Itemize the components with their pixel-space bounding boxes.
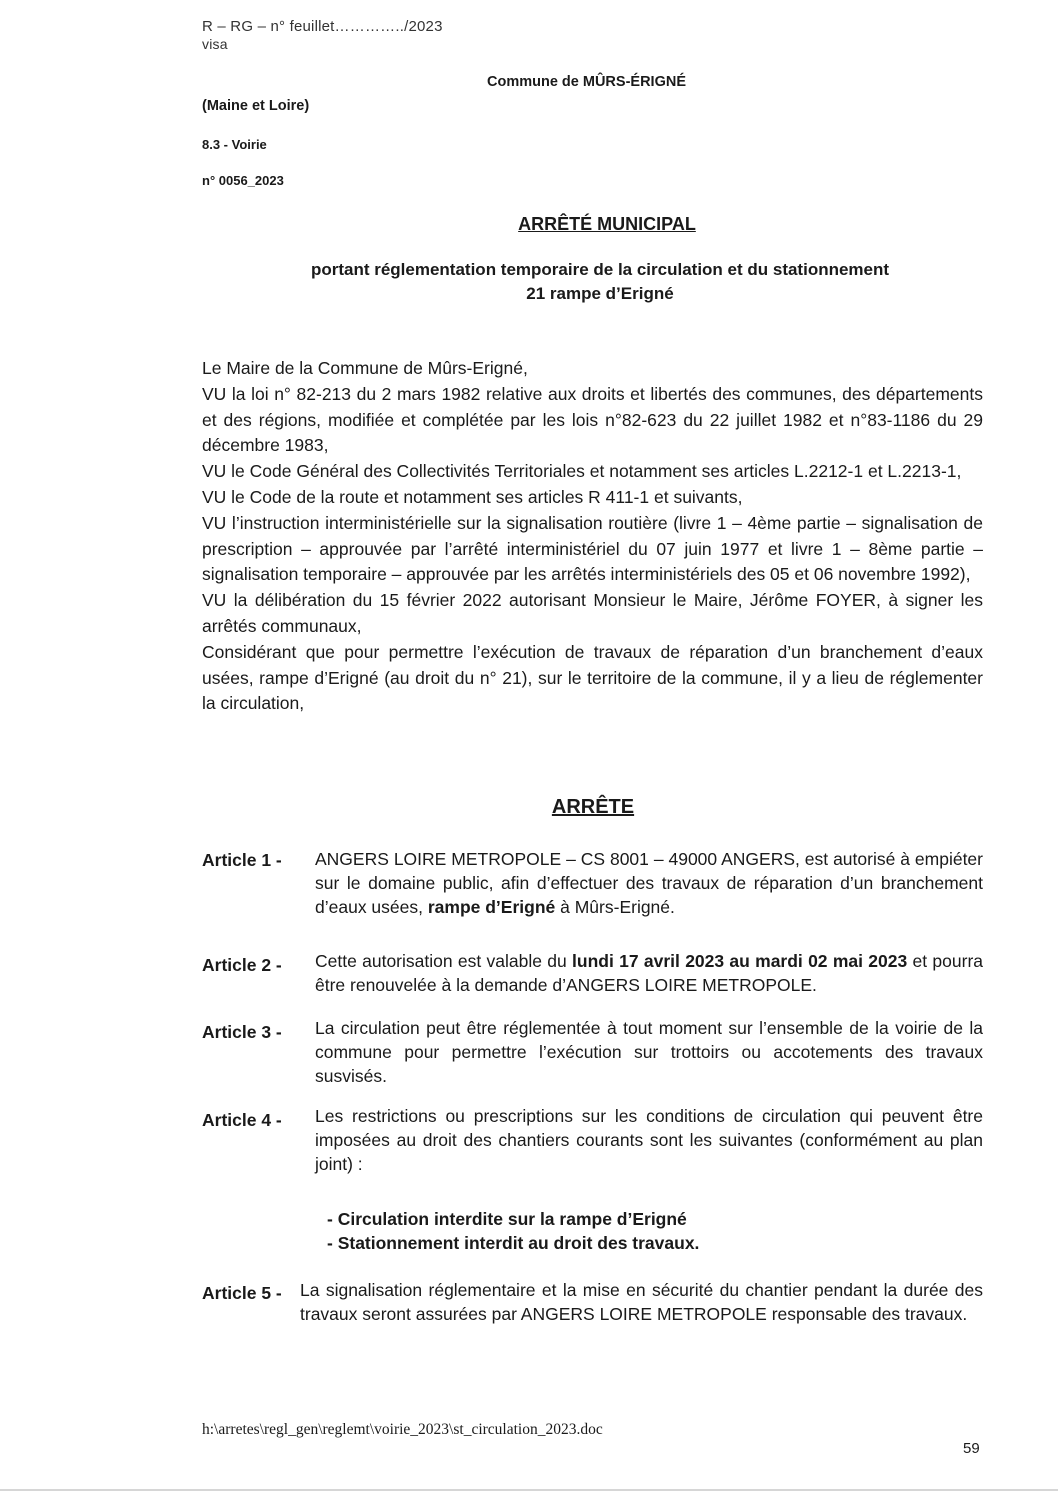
preamble-law: VU la loi n° 82-213 du 2 mars 1982 relative aux droits et libertés des communes, des départements et des régions, modifiée et complétée par les lois n°82-623 du 22 juillet 1982 et n°83-1186 du 29 décembre 1983,	[202, 383, 983, 456]
preamble-considering: Considérant que pour permettre l’exécution de travaux de réparation d’un branchement d’eaux usées, rampe d’Erigné (au droit du n° 21), sur le territoire de la commune, il y a lieu de réglementer la circulation,	[202, 641, 983, 714]
article-1-text-a: ANGERS LOIRE METROPOLE – CS 8001 – 49000 ANGERS, est autorisé à empiéter sur le domaine public, afin d’effectuer des travaux de réparation d’un branchement d’eaux usées,	[315, 849, 983, 917]
page-number: 59	[963, 1440, 980, 1457]
article-5-text: La signalisation réglementaire et la mise en sécurité du chantier pendant la durée des travaux seront assurées par ANGERS LOIRE METROPOLE responsable des travaux.	[300, 1280, 983, 1324]
article-4-label: Article 4 -	[202, 1110, 282, 1130]
preamble-instruction: VU l’instruction interministérielle sur la signalisation routière (livre 1 – 4ème partie – signalisation de prescription – approuvée par l’arrêté interministériel du 07 juin 1977 et livre 1 – 8ème partie – signalisation temporaire – approuvée par les arrêtés interministériels des 05 et 06 novembre 1992),	[202, 512, 983, 585]
category-label: 8.3 - Voirie	[202, 137, 267, 152]
file-path: h:\arretes\regl_gen\reglemt\voirie_2023\st_circulation_2023.doc	[202, 1421, 603, 1438]
article-2-dates: lundi 17 avril 2023 au mardi 02 mai 2023	[572, 951, 908, 971]
order-number: n° 0056_2023	[202, 173, 284, 188]
article-1-text-b: à Mûrs-Erigné.	[555, 897, 675, 917]
article-4-bullet-2: - Stationnement interdit au droit des travaux.	[327, 1233, 700, 1253]
article-2-label: Article 2 -	[202, 955, 282, 975]
reference-line: R – RG – n° feuillet…………../2023	[202, 18, 443, 35]
article-4-text: Les restrictions ou prescriptions sur les conditions de circulation qui peuvent être imposées au droit des chantiers courants sont les suivantes (conformément au plan joint) :	[315, 1106, 983, 1174]
preamble-deliberation: VU la délibération du 15 février 2022 autorisant Monsieur le Maire, Jérôme FOYER, à signer les arrêtés communaux,	[202, 590, 983, 636]
article-1-street: rampe d’Erigné	[427, 897, 556, 917]
subtitle-line-2: 21 rampe d’Erigné	[526, 284, 674, 303]
preamble-mayor: Le Maire de la Commune de Mûrs-Erigné,	[202, 358, 528, 378]
preamble-cgct: VU le Code Général des Collectivités Territoriales et notamment ses articles L.2212-1 et L.2213-1,	[202, 461, 962, 482]
subtitle-line-1: portant réglementation temporaire de la circulation et du stationnement	[310, 260, 890, 279]
article-3-label: Article 3 -	[202, 1022, 282, 1042]
article-1-label: Article 1 -	[202, 850, 282, 870]
article-4-bullet-1: - Circulation interdite sur la rampe d’Erigné	[327, 1209, 687, 1229]
article-3-text: La circulation peut être réglementée à tout moment sur l’ensemble de la voirie de la commune pour permettre l’exécution sur trottoirs ou accotements des travaux susvisés.	[315, 1018, 983, 1086]
commune-name: Commune de MÛRS-ÉRIGNÉ	[487, 74, 686, 90]
article-2-text-b: et pourra être renouvelée à la demande d’ANGERS LOIRE METROPOLE.	[315, 951, 984, 995]
article-1-text	[315, 847, 983, 919]
article-2-text-a: Cette autorisation est valable du	[315, 951, 573, 971]
visa-label: visa	[202, 36, 228, 52]
article-2-text	[315, 949, 983, 997]
page-bottom-edge	[0, 1489, 1058, 1491]
document-title: ARRÊTÉ MUNICIPAL	[518, 214, 696, 234]
document-subtitle	[180, 258, 1020, 306]
preamble-code-route: VU le Code de la route et notamment ses articles R 411-1 et suivants,	[202, 486, 743, 507]
article-5-label: Article 5 -	[202, 1283, 282, 1303]
preamble	[202, 356, 983, 717]
department-label: (Maine et Loire)	[202, 98, 310, 114]
decision-title: ARRÊTE	[551, 796, 635, 818]
